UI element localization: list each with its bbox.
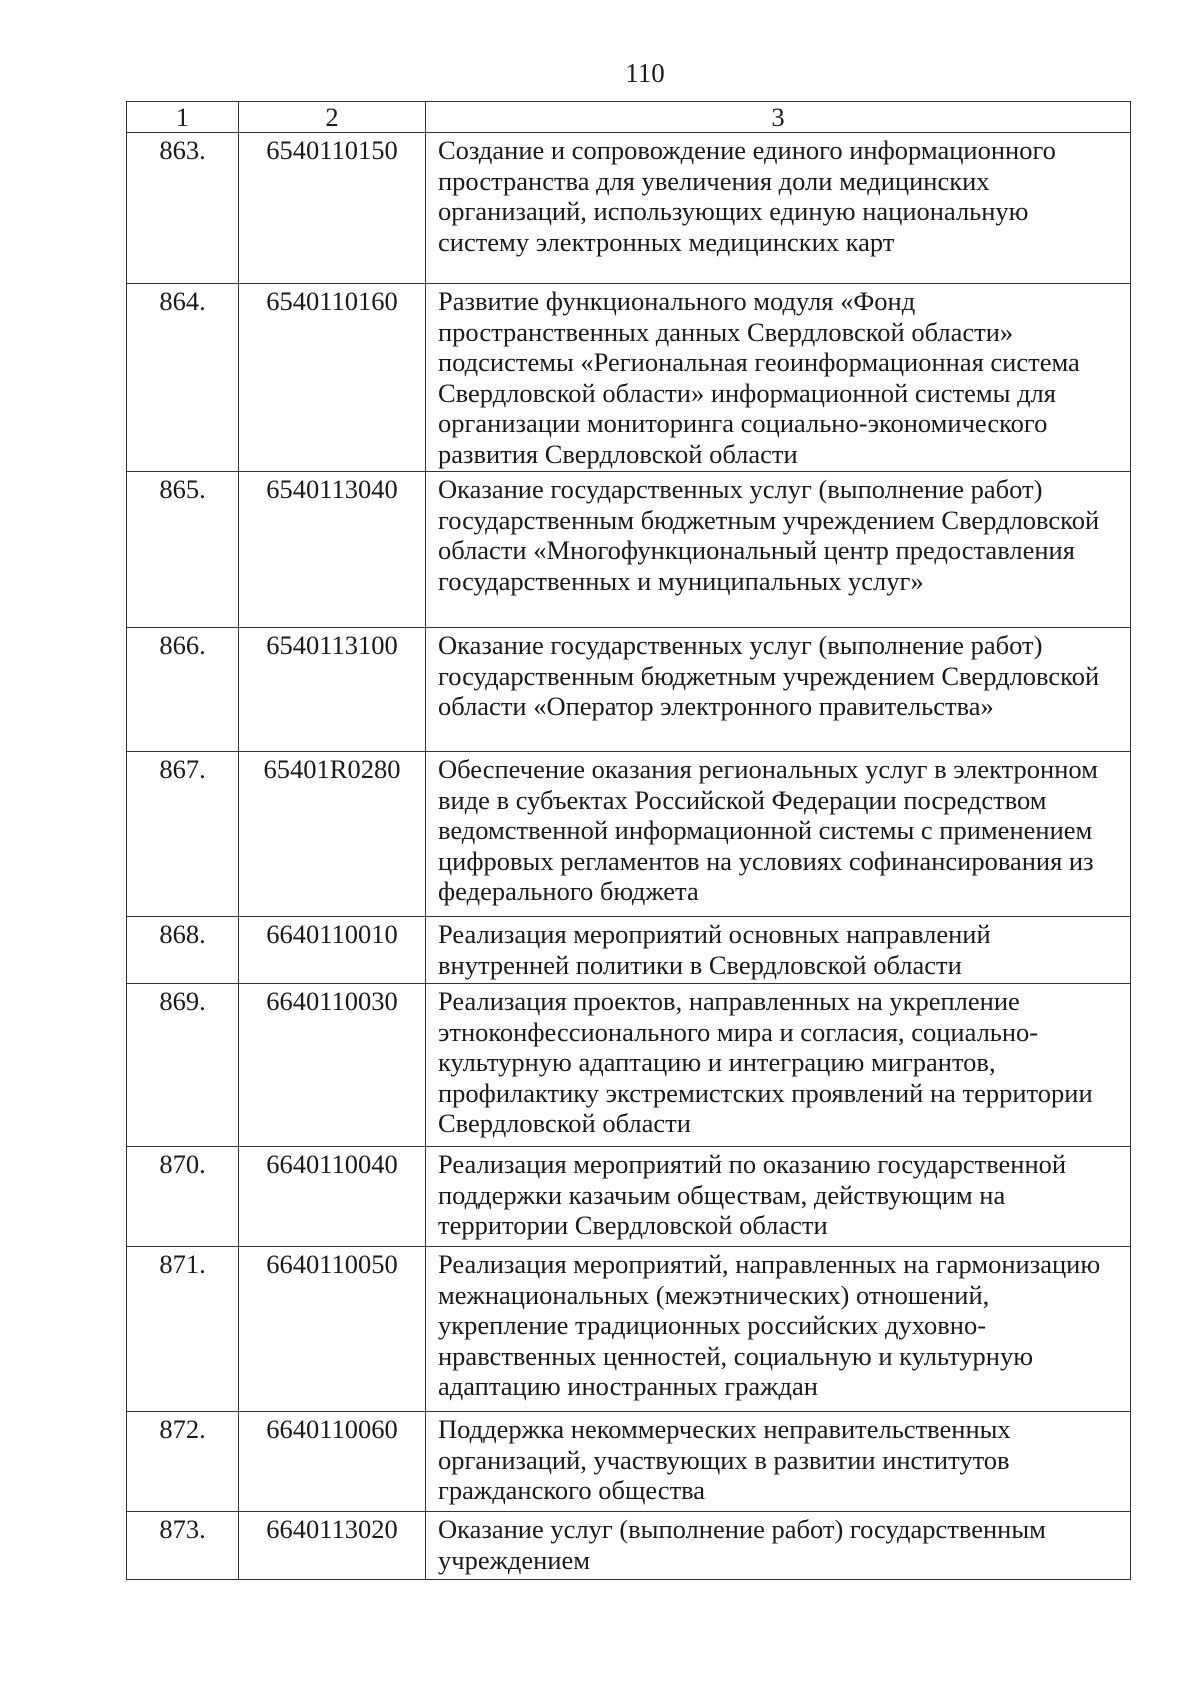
table-row xyxy=(127,917,1131,984)
target-code: 6640110010 xyxy=(239,917,426,984)
row-number: 866. xyxy=(127,628,239,752)
target-code: 6540113100 xyxy=(239,628,426,752)
item-description: Оказание услуг (выполнение работ) государственным учреждением xyxy=(426,1512,1131,1580)
item-description: Реализация мероприятий по оказанию государственной поддержки казачьим обществам, действующим на территории Свердловской области xyxy=(426,1147,1131,1247)
target-code: 6540113040 xyxy=(239,472,426,628)
target-code: 6540110150 xyxy=(239,133,426,284)
target-code: 6540110160 xyxy=(239,284,426,472)
item-description: Оказание государственных услуг (выполнение работ) государственным бюджетным учреждением Свердловской области «Многофункциональный центр предоставления государственных и муниципальных услуг» xyxy=(426,472,1131,628)
row-number: 870. xyxy=(127,1147,239,1247)
page-number: 110 xyxy=(625,58,665,88)
row-number: 871. xyxy=(127,1247,239,1412)
table-row xyxy=(127,1512,1131,1580)
column-header-3: 3 xyxy=(426,102,1131,133)
row-number: 864. xyxy=(127,284,239,472)
item-description: Создание и сопровождение единого информационного пространства для увеличения доли медицинских организаций, использующих единую национальную систему электронных медицинских карт xyxy=(426,133,1131,284)
row-number: 873. xyxy=(127,1512,239,1580)
column-header-1: 1 xyxy=(127,102,239,133)
column-header-2: 2 xyxy=(239,102,426,133)
target-code: 6640110060 xyxy=(239,1412,426,1512)
table-row xyxy=(127,1412,1131,1512)
target-code: 6640110030 xyxy=(239,984,426,1147)
table-row xyxy=(127,472,1131,628)
target-code: 6640110040 xyxy=(239,1147,426,1247)
item-description: Оказание государственных услуг (выполнение работ) государственным бюджетным учреждением Свердловской области «Оператор электронного правительства» xyxy=(426,628,1131,752)
table-row xyxy=(127,1147,1131,1247)
table-header-row xyxy=(127,102,1131,133)
table-row xyxy=(127,133,1131,284)
table-row xyxy=(127,752,1131,917)
item-description: Реализация мероприятий основных направлений внутренней политики в Свердловской области xyxy=(426,917,1131,984)
item-description: Развитие функционального модуля «Фонд пространственных данных Свердловской области» подсистемы «Региональная геоинформационная система Свердловской области» информационной системы для организации мониторинга социально-экономического развития Свердловской области xyxy=(426,284,1131,472)
item-description: Обеспечение оказания региональных услуг в электронном виде в субъектах Российской Федерации посредством ведомственной информационной системы с применением цифровых регламентов на условиях софинансирования из федерального бюджета xyxy=(426,752,1131,917)
table-row xyxy=(127,984,1131,1147)
row-number: 865. xyxy=(127,472,239,628)
row-number: 867. xyxy=(127,752,239,917)
item-description: Реализация проектов, направленных на укрепление этноконфессионального мира и согласия, социально-культурную адаптацию и интеграцию мигрантов, профилактику экстремистских проявлений на территории Свердловской области xyxy=(426,984,1131,1147)
table-row xyxy=(127,1247,1131,1412)
table-row xyxy=(127,628,1131,752)
row-number: 872. xyxy=(127,1412,239,1512)
row-number: 868. xyxy=(127,917,239,984)
target-code: 6640110050 xyxy=(239,1247,426,1412)
budget-classification-table xyxy=(126,101,1131,1580)
target-code: 6640113020 xyxy=(239,1512,426,1580)
row-number: 869. xyxy=(127,984,239,1147)
table-row xyxy=(127,284,1131,472)
target-code: 65401R0280 xyxy=(239,752,426,917)
item-description: Реализация мероприятий, направленных на гармонизацию межнациональных (межэтнических) отношений, укрепление традиционных российских духовно-нравственных ценностей, социальную и культурную адаптацию иностранных граждан xyxy=(426,1247,1131,1412)
item-description: Поддержка некоммерческих неправительственных организаций, участвующих в развитии институтов гражданского общества xyxy=(426,1412,1131,1512)
row-number: 863. xyxy=(127,133,239,284)
